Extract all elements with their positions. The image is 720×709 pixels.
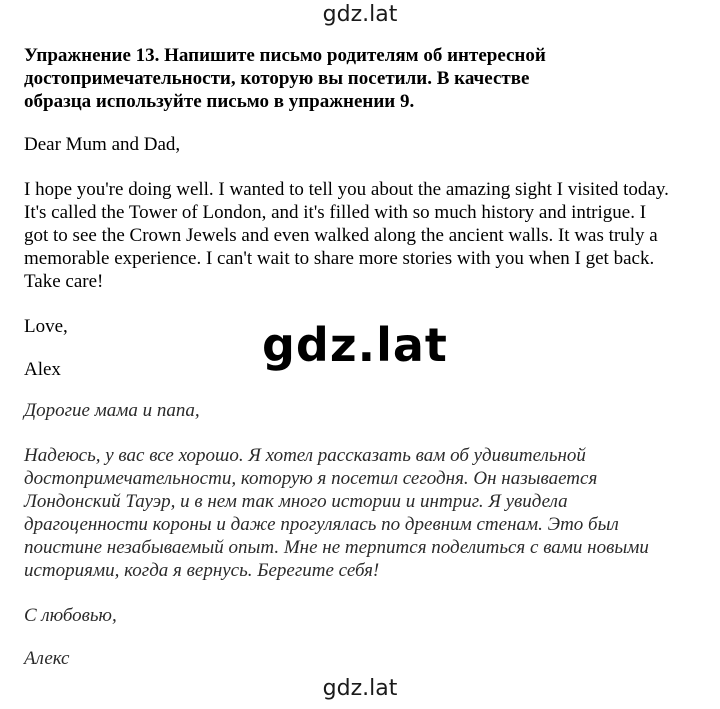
english-signature: Alex xyxy=(24,359,61,380)
russian-body: Надеюсь, у вас все хорошо. Я хотел рассказать вам об удивительной достопримечательности, которую я посетил сегодня. Он называется Лондонский Тауэр, и в нем так много истории и интриг. Я увидела драгоценности короны и даже прогулялась по древним стенам. Это был поистине незабываемый опыт. Мне не терпится поделиться с вами новыми историями, когда я вернусь. Берегите себя! xyxy=(24,445,649,581)
watermark-middle: gdz.lat xyxy=(262,318,448,372)
watermark-top: gdz.lat xyxy=(322,2,398,27)
english-salutation: Dear Mum and Dad, xyxy=(24,134,181,155)
russian-closing: С любовью, xyxy=(24,605,117,626)
russian-signature: Алекс xyxy=(24,648,70,669)
russian-salutation: Дорогие мама и папа, xyxy=(24,400,200,421)
watermark-bottom: gdz.lat xyxy=(322,676,398,701)
task-heading: Упражнение 13. Напишите письмо родителям об интересной достопримечательности, которую вы посетили. В качестве образца используйте письмо в упражнении 9. xyxy=(24,45,546,112)
english-closing: Love, xyxy=(24,316,68,337)
russian-letter xyxy=(24,399,704,670)
english-body: I hope you're doing well. I wanted to tell you about the amazing sight I visited today. It's called the Tower of London, and it's filled with so much history and intrigue. I got to see the Crown Jewels and even walked along the ancient walls. It was truly a memorable experience. I can't wait to share more stories with you when I get back. Take care! xyxy=(24,179,669,292)
